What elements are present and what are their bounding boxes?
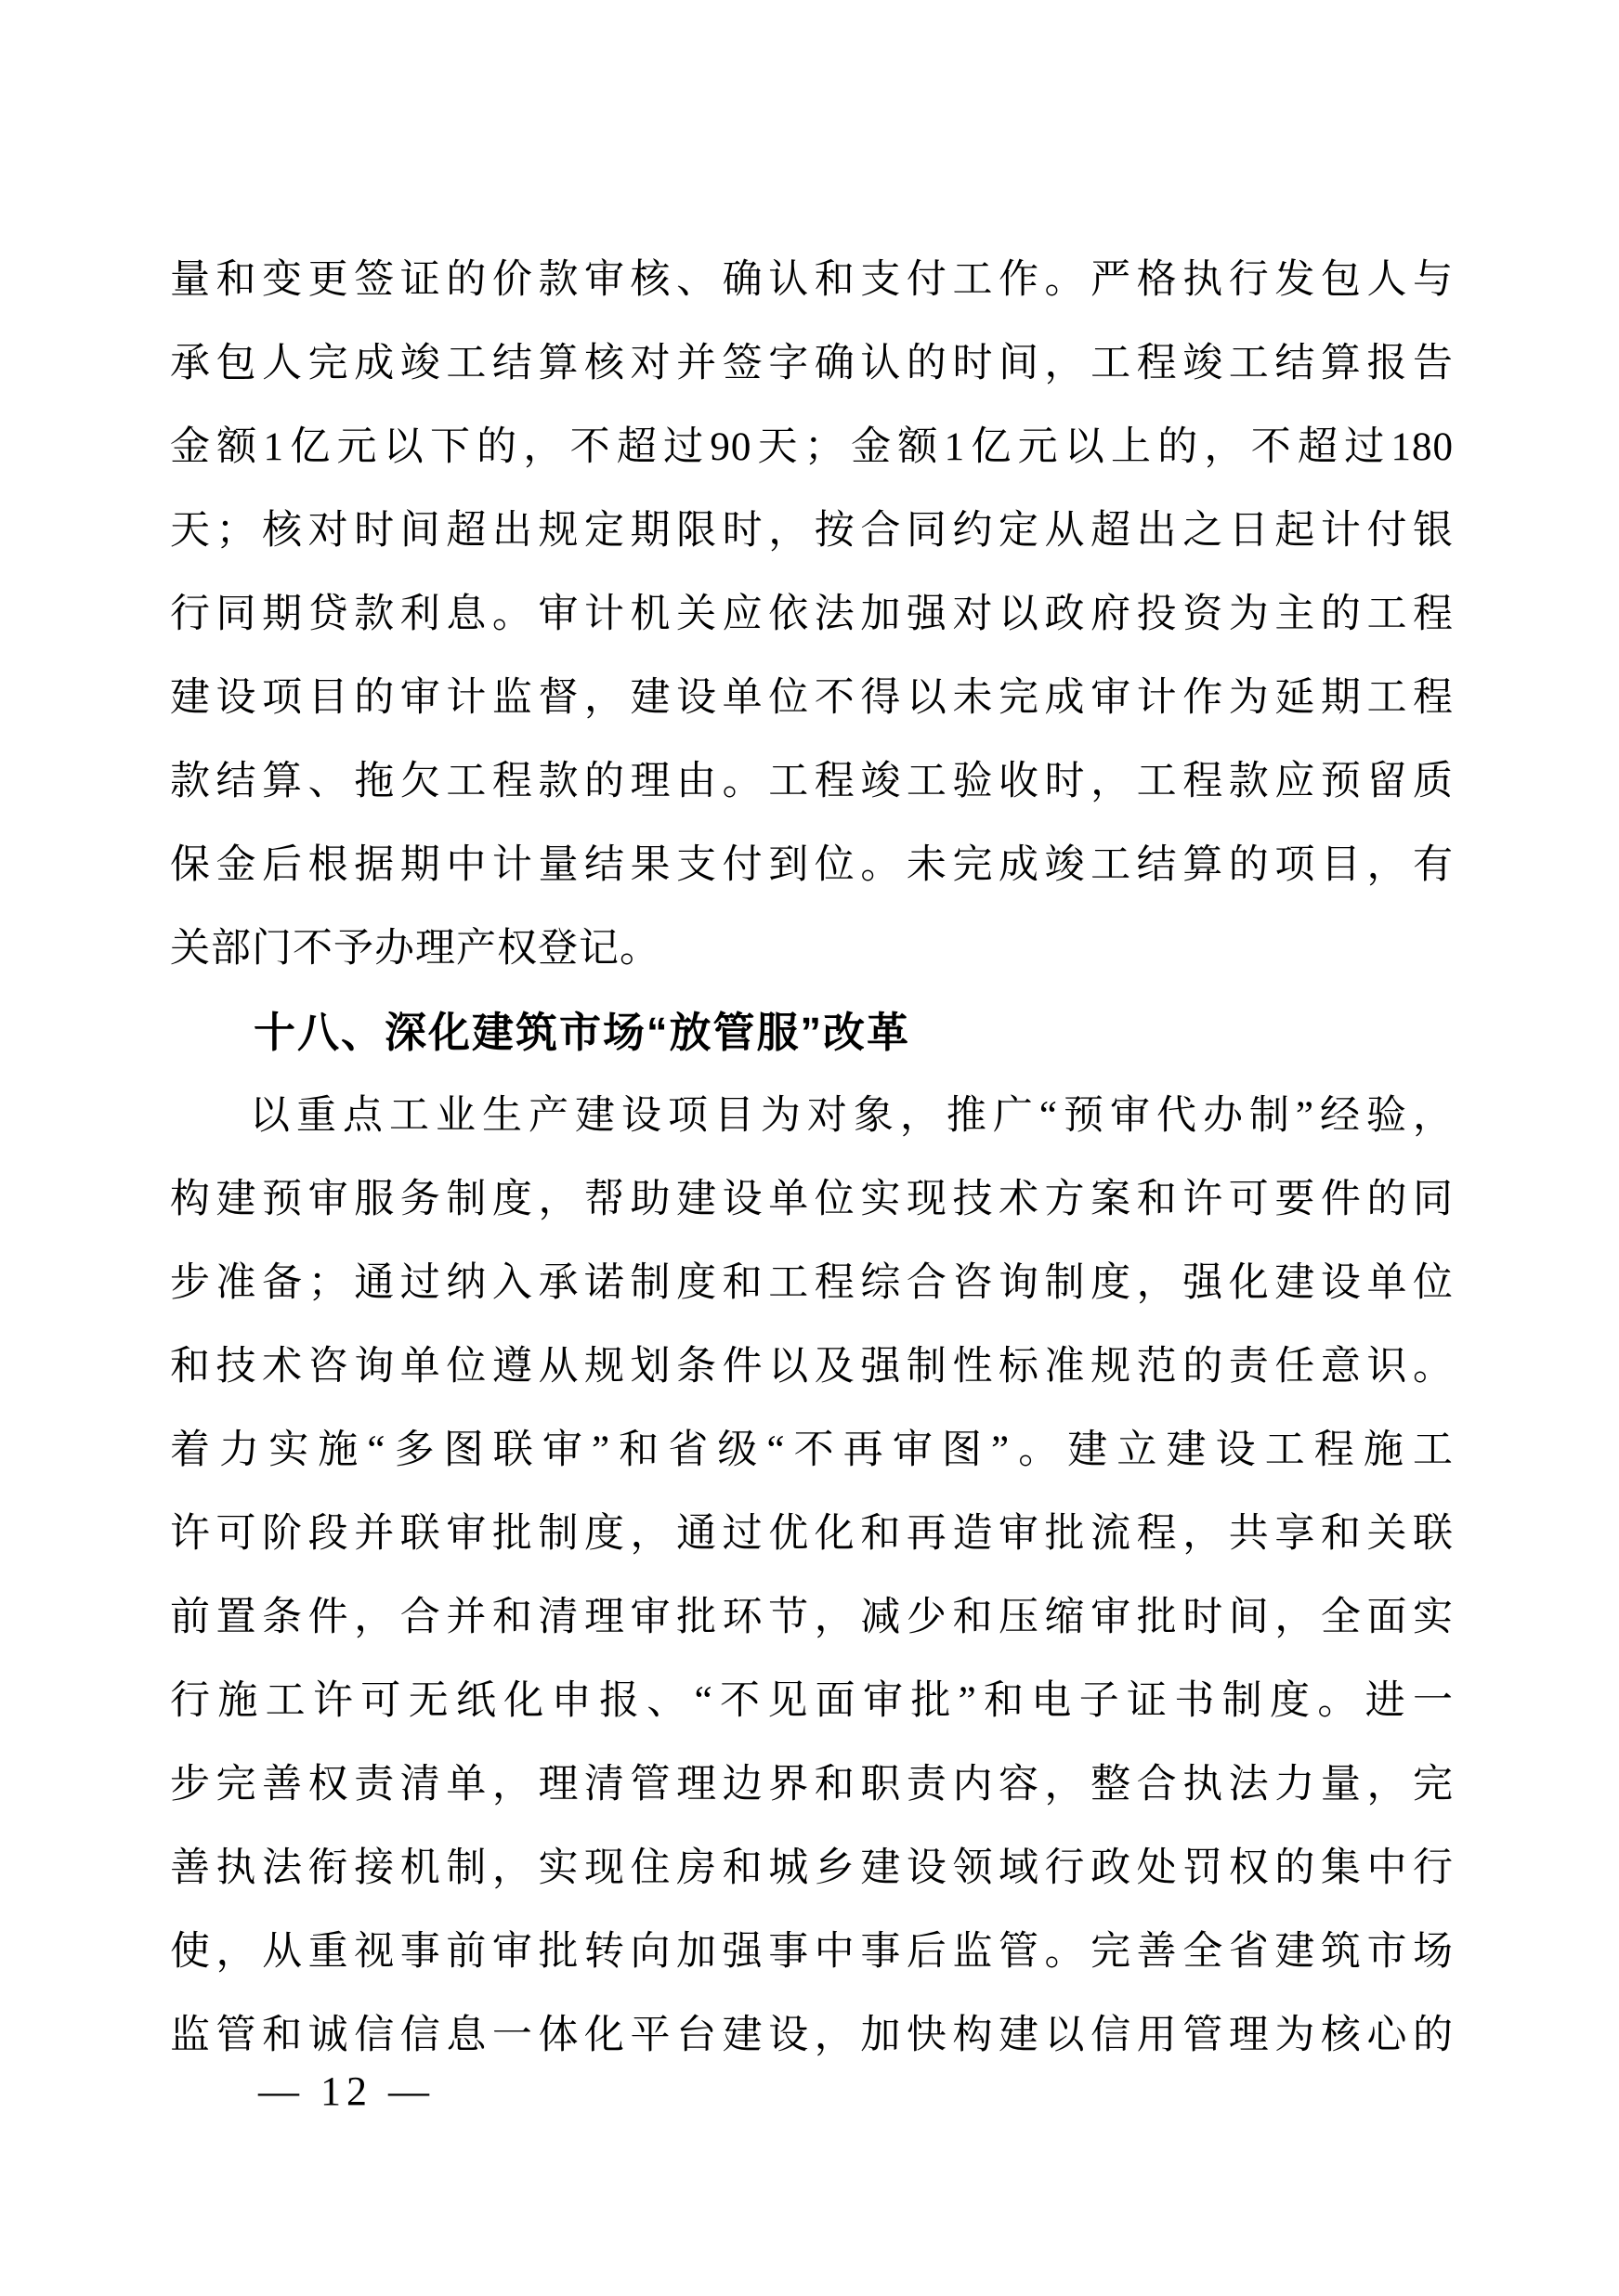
body-line: 和技术咨询单位遵从规划条件以及强制性标准规范的责任意识。	[170, 1345, 1454, 1389]
body-line: 步完善权责清单，理清管理边界和职责内容，整合执法力量，完	[170, 1763, 1454, 1807]
body-line: 善执法衔接机制，实现住房和城乡建设领域行政处罚权的集中行	[170, 1846, 1454, 1890]
body-line: 量和变更签证的价款审核、确认和支付工作。严格执行发包人与	[170, 258, 1454, 302]
body-line: 建设项目的审计监督，建设单位不得以未完成审计作为延期工程	[170, 676, 1454, 720]
body-line: 金额1亿元以下的，不超过90天；金额1亿元以上的，不超过180	[170, 425, 1454, 469]
document-body	[170, 239, 1454, 2078]
page-number: — 12 —	[258, 2068, 435, 2114]
body-line: 步准备；通过纳入承诺制度和工程综合咨询制度，强化建设单位	[170, 1261, 1454, 1305]
body-line: 天；核对时间超出规定期限时，按合同约定从超出之日起计付银	[170, 509, 1454, 553]
body-line: 前置条件，合并和清理审批环节，减少和压缩审批时间，全面实	[170, 1596, 1454, 1639]
body-line: 着力实施“多图联审”和省级“不再审图”。建立建设工程施工	[170, 1428, 1454, 1472]
body-line: 行同期贷款利息。审计机关应依法加强对以政府投资为主的工程	[170, 593, 1454, 636]
body-line: 承包人完成竣工结算核对并签字确认的时间，工程竣工结算报告	[170, 342, 1454, 385]
body-line: 监管和诚信信息一体化平台建设，加快构建以信用管理为核心的	[170, 2014, 1454, 2057]
body-line: 保金后根据期中计量结果支付到位。未完成竣工结算的项目，有	[170, 843, 1454, 887]
body-line: 以重点工业生产建设项目为对象，推广“预审代办制”经验，	[250, 1094, 1454, 1138]
body-line: 许可阶段并联审批制度，通过优化和再造审批流程，共享和关联	[170, 1512, 1454, 1556]
body-line: 构建预审服务制度，帮助建设单位实现技术方案和许可要件的同	[170, 1178, 1454, 1221]
body-line: 行施工许可无纸化申报、“不见面审批”和电子证书制度。进一	[170, 1679, 1454, 1723]
body-line: 关部门不予办理产权登记。	[170, 927, 660, 971]
body-line: 使，从重视事前审批转向加强事中事后监管。完善全省建筑市场	[170, 1930, 1454, 1974]
section-heading: 十八、深化建筑市场“放管服”改革	[254, 1009, 911, 1056]
body-line: 款结算、拖欠工程款的理由。工程竣工验收时，工程款应预留质	[170, 760, 1454, 803]
